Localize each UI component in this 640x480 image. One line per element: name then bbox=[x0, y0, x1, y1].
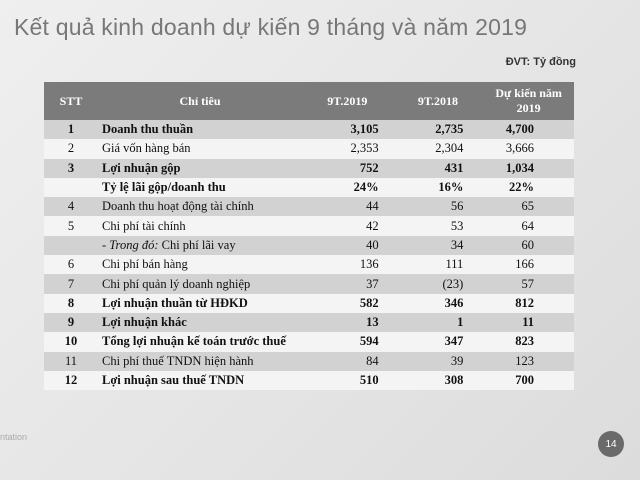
row-indicator: Lợi nhuận gộp bbox=[98, 159, 302, 178]
row-value-plan-2019: 4,700 bbox=[483, 120, 574, 139]
table-row bbox=[44, 159, 574, 178]
row-value-9t2019: 13 bbox=[302, 313, 393, 332]
row-value-9t2018: 2,304 bbox=[393, 139, 484, 158]
header-stt: STT bbox=[44, 82, 98, 120]
row-stt bbox=[44, 236, 98, 255]
table-header-row bbox=[44, 82, 574, 120]
row-value-9t2018: 56 bbox=[393, 197, 484, 216]
row-indicator: Chi phí quản lý doanh nghiệp bbox=[98, 274, 302, 293]
row-stt: 10 bbox=[44, 332, 98, 351]
table-row bbox=[44, 274, 574, 293]
row-value-9t2019: 136 bbox=[302, 255, 393, 274]
row-value-9t2019: 84 bbox=[302, 352, 393, 371]
row-stt: 9 bbox=[44, 313, 98, 332]
row-indicator-italic: Trong đó: bbox=[109, 237, 159, 252]
business-results-table bbox=[44, 82, 574, 390]
unit-label: ĐVT: Tỷ đồng bbox=[505, 56, 576, 68]
table-row bbox=[44, 332, 574, 351]
row-indicator: Tỷ lệ lãi gộp/doanh thu bbox=[98, 178, 302, 197]
table-row bbox=[44, 216, 574, 235]
table-row bbox=[44, 120, 574, 139]
row-indicator: Lợi nhuận khác bbox=[98, 313, 302, 332]
row-value-9t2018: 346 bbox=[393, 294, 484, 313]
row-value-9t2018: 34 bbox=[393, 236, 484, 255]
table-row bbox=[44, 236, 574, 255]
row-value-plan-2019: 123 bbox=[483, 352, 574, 371]
row-stt: 2 bbox=[44, 139, 98, 158]
row-stt: 5 bbox=[44, 216, 98, 235]
table-row bbox=[44, 178, 574, 197]
row-value-plan-2019: 700 bbox=[483, 371, 574, 390]
row-value-plan-2019: 3,666 bbox=[483, 139, 574, 158]
row-value-9t2019: 40 bbox=[302, 236, 393, 255]
row-indicator: Chi phí tài chính bbox=[98, 216, 302, 235]
table-row bbox=[44, 371, 574, 390]
row-value-9t2019: 37 bbox=[302, 274, 393, 293]
row-indicator-prefix: - bbox=[102, 237, 110, 252]
row-indicator: Doanh thu thuần bbox=[98, 120, 302, 139]
row-value-9t2018: 39 bbox=[393, 352, 484, 371]
row-stt: 8 bbox=[44, 294, 98, 313]
row-indicator: Lợi nhuận sau thuế TNDN bbox=[98, 371, 302, 390]
row-value-9t2019: 594 bbox=[302, 332, 393, 351]
footer-text: ntation bbox=[0, 432, 28, 442]
row-value-9t2019: 2,353 bbox=[302, 139, 393, 158]
row-stt: 11 bbox=[44, 352, 98, 371]
header-plan-2019: Dự kiến năm 2019 bbox=[483, 82, 574, 120]
row-stt: 7 bbox=[44, 274, 98, 293]
row-stt: 3 bbox=[44, 159, 98, 178]
row-indicator bbox=[98, 236, 302, 255]
row-indicator: Chi phí bán hàng bbox=[98, 255, 302, 274]
table-row bbox=[44, 255, 574, 274]
row-value-9t2018: (23) bbox=[393, 274, 484, 293]
row-value-9t2018: 16% bbox=[393, 178, 484, 197]
row-indicator-rest: Chi phí lãi vay bbox=[158, 237, 236, 252]
row-stt: 1 bbox=[44, 120, 98, 139]
row-value-9t2018: 2,735 bbox=[393, 120, 484, 139]
row-indicator: Tổng lợi nhuận kế toán trước thuế bbox=[98, 332, 302, 351]
row-value-plan-2019: 823 bbox=[483, 332, 574, 351]
row-value-plan-2019: 1,034 bbox=[483, 159, 574, 178]
row-value-plan-2019: 64 bbox=[483, 216, 574, 235]
row-value-9t2018: 1 bbox=[393, 313, 484, 332]
row-value-9t2019: 752 bbox=[302, 159, 393, 178]
row-stt: 4 bbox=[44, 197, 98, 216]
row-value-9t2019: 42 bbox=[302, 216, 393, 235]
row-value-9t2019: 44 bbox=[302, 197, 393, 216]
page-number: 14 bbox=[598, 431, 624, 457]
row-value-9t2018: 431 bbox=[393, 159, 484, 178]
header-indicator: Chỉ tiêu bbox=[98, 82, 302, 120]
row-indicator: Chi phí thuế TNDN hiện hành bbox=[98, 352, 302, 371]
header-9t2018: 9T.2018 bbox=[393, 82, 484, 120]
row-stt: 6 bbox=[44, 255, 98, 274]
row-indicator: Giá vốn hàng bán bbox=[98, 139, 302, 158]
row-value-9t2018: 53 bbox=[393, 216, 484, 235]
table-row bbox=[44, 352, 574, 371]
row-indicator: Doanh thu hoạt động tài chính bbox=[98, 197, 302, 216]
row-stt bbox=[44, 178, 98, 197]
row-value-plan-2019: 60 bbox=[483, 236, 574, 255]
row-value-9t2019: 24% bbox=[302, 178, 393, 197]
row-value-plan-2019: 65 bbox=[483, 197, 574, 216]
row-value-9t2018: 111 bbox=[393, 255, 484, 274]
row-value-9t2019: 582 bbox=[302, 294, 393, 313]
row-value-plan-2019: 166 bbox=[483, 255, 574, 274]
row-value-plan-2019: 11 bbox=[483, 313, 574, 332]
row-value-plan-2019: 812 bbox=[483, 294, 574, 313]
row-value-9t2018: 308 bbox=[393, 371, 484, 390]
row-value-9t2019: 510 bbox=[302, 371, 393, 390]
page-title: Kết quả kinh doanh dự kiến 9 tháng và năm 2019 bbox=[14, 14, 528, 40]
row-value-9t2018: 347 bbox=[393, 332, 484, 351]
header-9t2019: 9T.2019 bbox=[302, 82, 393, 120]
table-row bbox=[44, 313, 574, 332]
row-stt: 12 bbox=[44, 371, 98, 390]
row-value-plan-2019: 22% bbox=[483, 178, 574, 197]
table-row bbox=[44, 294, 574, 313]
row-value-plan-2019: 57 bbox=[483, 274, 574, 293]
table-row bbox=[44, 139, 574, 158]
row-indicator: Lợi nhuận thuần từ HĐKD bbox=[98, 294, 302, 313]
table-body bbox=[44, 120, 574, 390]
row-value-9t2019: 3,105 bbox=[302, 120, 393, 139]
table-row bbox=[44, 197, 574, 216]
